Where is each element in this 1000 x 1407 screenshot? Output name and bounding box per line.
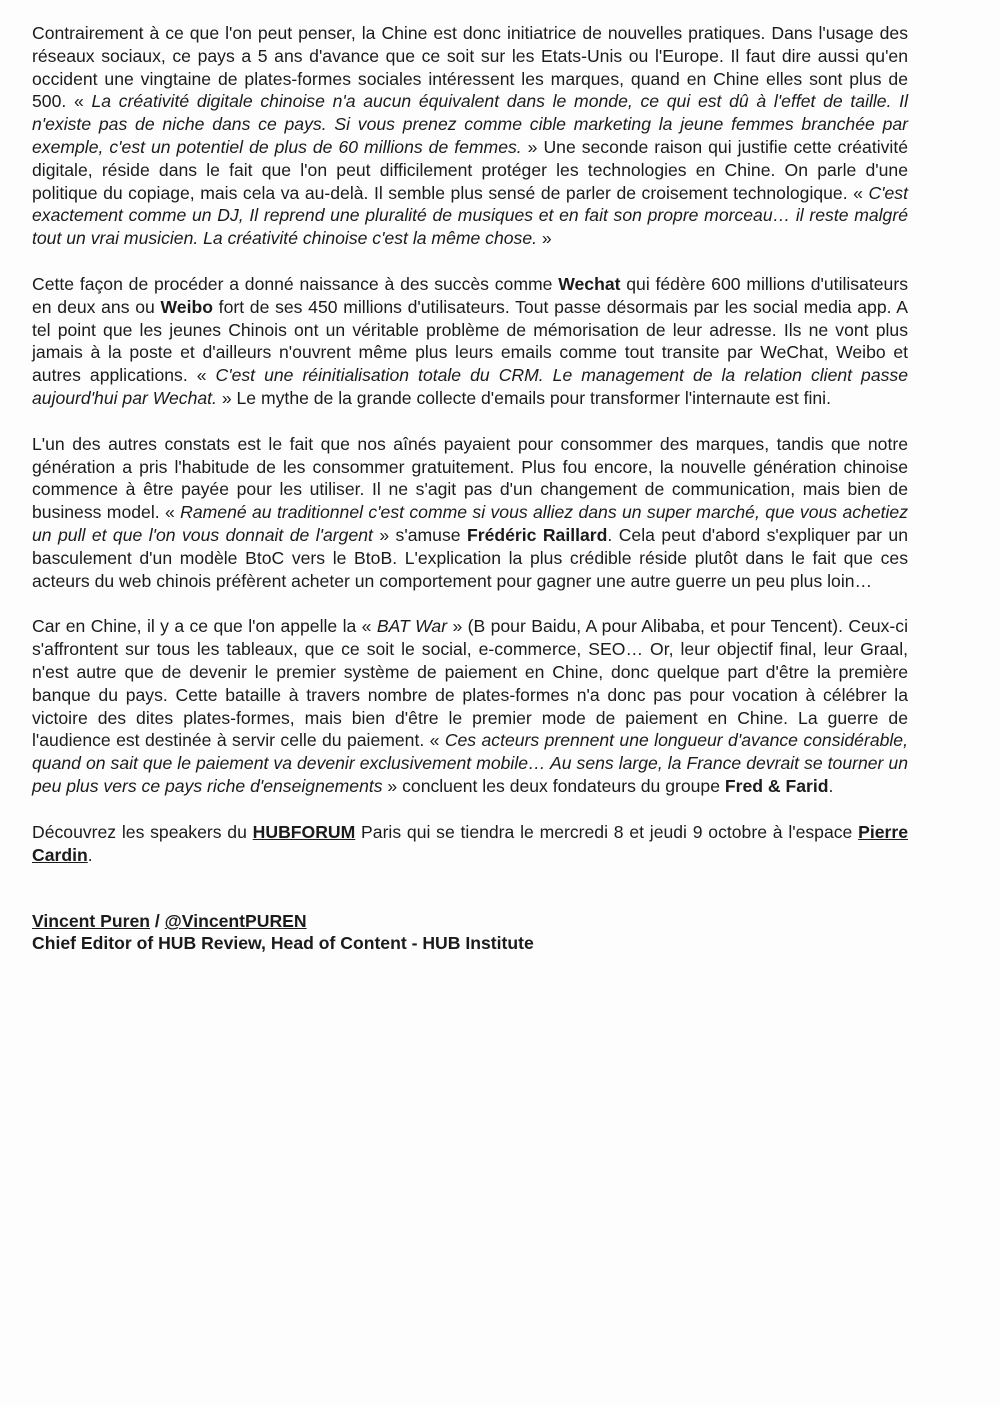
text-segment: La créativité digitale chinoise n'a aucun équivalent dans le monde, ce qui est dû à l'effet de taille. Il n'existe pas de niche dans ce pays. Si vous prenez comme cible marketing la jeune femmes branchée par exemple, c'est un potentiel de plus de 60 millions de femmes. <box>32 91 908 157</box>
text-segment: BAT War <box>376 616 448 637</box>
signature-separator: / <box>149 911 165 932</box>
text-segment: fort de ses 450 millions d'utilisateurs. Tout passe désormais par les social media app. A tel point que les jeunes Chinois ont un véritable problème de mémorisation de leur adresse. Ils ne vont plus jamais à la poste et d'ailleurs n'ouvrent même plus leurs emails comme tout transite par WeChat, Weibo et autres applications. « <box>32 296 908 386</box>
text-segment: . <box>87 844 93 865</box>
text-segment: » concluent les deux fondateurs du groupe <box>382 775 725 796</box>
paragraph-list <box>32 22 908 866</box>
text-segment: Pierre Cardin <box>32 821 908 865</box>
text-segment: Cette façon de procéder a donné naissance à des succès comme <box>32 273 559 294</box>
text-segment: Wechat <box>558 273 621 294</box>
signature-author-line <box>32 910 908 932</box>
author-title: Chief Editor of HUB Review, Head of Content - HUB Institute <box>32 933 534 954</box>
text-segment: Découvrez les speakers du <box>32 821 253 842</box>
text-segment: . Cela peut d'abord s'expliquer par un basculement d'un modèle BtoC vers le BtoB. L'explication la plus crédible réside plutôt dans le fait que ces acteurs du web chinois préfèrent acheter un comportement pour gagner une autre guerre un peu plus loin… <box>32 524 908 591</box>
text-segment: » s'amuse <box>372 524 467 545</box>
text-segment: Weibo <box>160 296 213 317</box>
text-segment: C'est une réinitialisation totale du CRM. Le management de la relation client passe aujourd'hui par Wechat. <box>32 365 908 408</box>
text-segment: Ramené au traditionnel c'est comme si vous alliez dans un super marché, que vous achetiez un pull et que l'on vous donnait de l'argent <box>32 502 908 545</box>
text-segment: . <box>828 775 834 796</box>
paragraph-bat-war <box>32 615 908 797</box>
text-segment: Frédéric Raillard <box>466 524 608 545</box>
author-name: Vincent Puren <box>32 911 150 932</box>
article-body <box>32 22 908 954</box>
text-segment: » Une seconde raison qui justifie cette créativité digitale, réside dans le fait que l'on peut difficilement protéger les technologies en Chine. On parle d'une politique du copiage, mais cela va au-delà. Il semble plus sensé de parler de croisement technologique. « <box>32 136 908 203</box>
text-segment: Ces acteurs prennent une longueur d'avance considérable, quand on sait que le paiement va devenir exclusivement mobile… Au sens large, la France devrait se tourner un peu plus vers ce pays riche d'enseignements <box>32 730 908 796</box>
text-segment: Contrairement à ce que l'on peut penser, la Chine est donc initiatrice de nouvelles pratiques. Dans l'usage des réseaux sociaux, ce pays a 5 ans d'avance que ce soit sur les Etats-Unis ou l'Europe. Il faut dire aussi qu'en occident une vingtaine de plates-formes sociales intéressent les marques, quand en Chine elles sont plus de 500. « <box>32 23 908 112</box>
text-segment: Paris qui se tiendra le mercredi 8 et jeudi 9 octobre à l'espace <box>355 821 859 842</box>
text-segment: C'est exactement comme un DJ, Il reprend une pluralité de musiques et en fait son propre morceau… il reste malgré tout un vrai musicien. La créativité chinoise c'est la même chose. <box>32 182 908 249</box>
paragraph-hubforum <box>32 821 908 867</box>
text-segment: HUBFORUM <box>252 821 356 842</box>
signature-block <box>32 910 908 954</box>
text-segment: qui fédère 600 millions d'utilisateurs en deux ans ou <box>32 273 908 317</box>
paragraph-innovation <box>32 22 908 250</box>
text-segment: » (B pour Baidu, A pour Alibaba, et pour Tencent). Ceux-ci s'affrontent sur tous les tableaux, que ce soit le social, e-commerce, SEO… Or, leur objectif final, leur Graal, n'est autre que de devenir le premier système de paiement en Chine, donc quelque part d'être la première banque du pays. Cette bataille à travers nombre de plates-formes n'a donc pas pour vocation à célébrer la victoire des dites plates-formes, mais bien d'être le premier mode de paiement en Chine. La guerre de l'audience est destinée à servir celle du paiement. « <box>32 616 908 751</box>
text-segment: Car en Chine, il y a ce que l'on appelle la « <box>32 616 377 637</box>
text-segment: Fred & Farid <box>724 775 829 796</box>
paragraph-business-model <box>32 433 908 593</box>
text-segment: » Le mythe de la grande collecte d'emails pour transformer l'internaute est fini. <box>216 387 831 408</box>
text-segment: L'un des autres constats est le fait que nos aînés payaient pour consommer des marques, tandis que notre génération a pris l'habitude de les consommer gratuitement. Plus fou encore, la nouvelle génération chinoise commence à être payée pour les utiliser. Il ne s'agit pas d'un changement de communication, mais bien de business model. « <box>32 433 908 523</box>
paragraph-wechat-weibo <box>32 273 908 410</box>
text-segment: » <box>537 228 552 249</box>
author-handle: @VincentPUREN <box>164 911 307 932</box>
